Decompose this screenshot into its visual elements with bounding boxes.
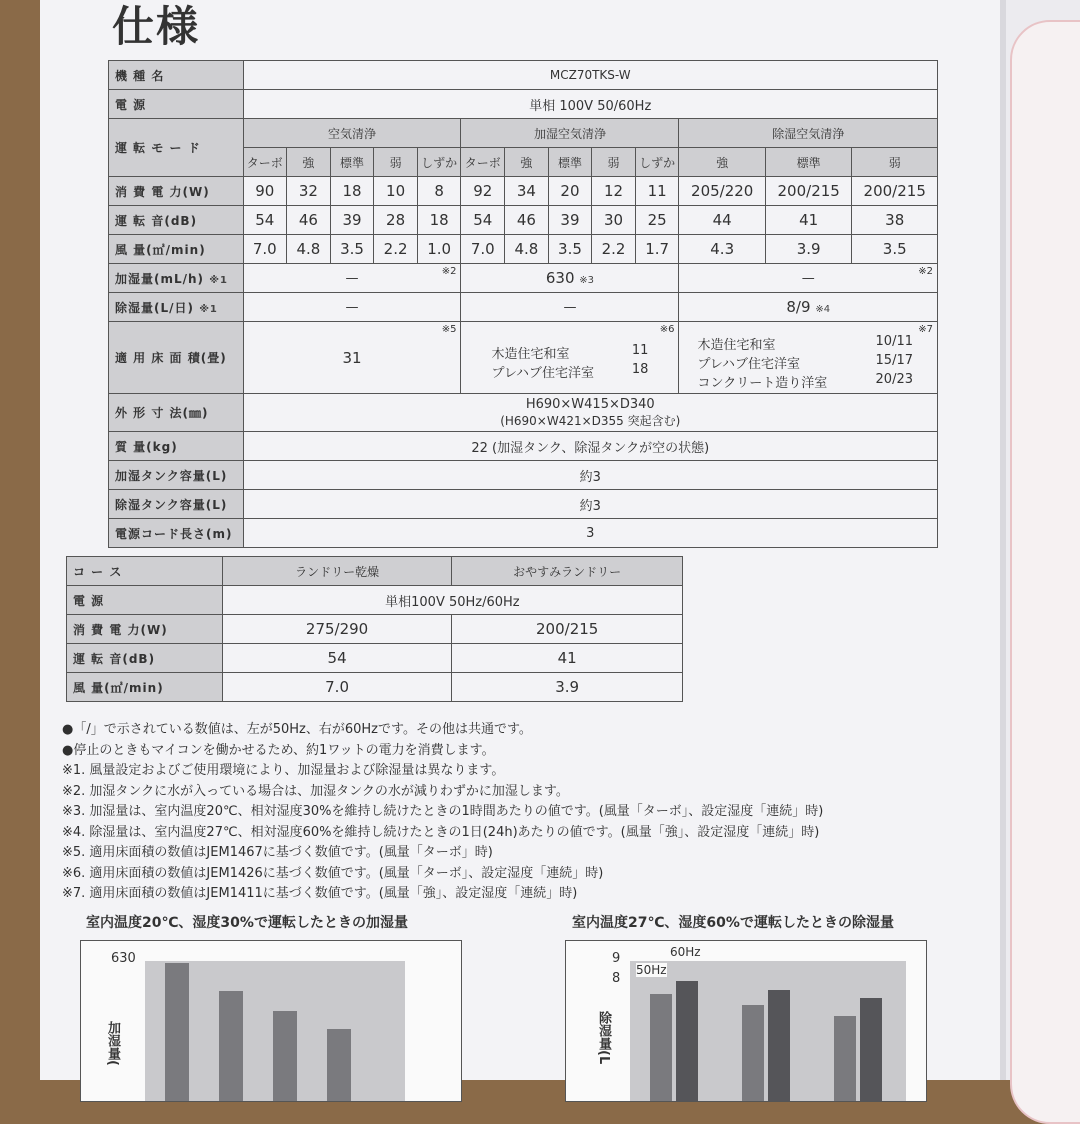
cord-label: 電源コード長さ(m) [109, 519, 244, 548]
htank-cell: 約3 [243, 461, 937, 490]
table-cell: 3.9 [452, 673, 683, 702]
dims-label: 外 形 寸 法(㎜) [109, 394, 244, 432]
humid-row [109, 264, 938, 293]
table-cell: 200/215 [765, 177, 851, 206]
dtank-row [109, 490, 938, 519]
dehumid-row [109, 293, 938, 322]
table-cell: 39 [548, 206, 592, 235]
sub-mode: 強 [679, 148, 765, 177]
sub-mode: 弱 [374, 148, 418, 177]
table-cell: 54 [243, 206, 287, 235]
humid-chart-plot [145, 961, 405, 1101]
table-cell: 1.0 [417, 235, 461, 264]
humid-cell: 630 ※3 [461, 264, 679, 293]
note-line: ※7. 適用床面積の数値はJEM1411に基づく数値です。(風量「強」、設定湿度「連続」時) [62, 886, 578, 901]
table-cell: 1.7 [635, 235, 679, 264]
table-cell: 7.0 [222, 673, 452, 702]
course-night-laundry: おやすみランドリー [452, 557, 683, 586]
legend-60hz: 60Hz [670, 945, 701, 959]
dehumid-bar [650, 994, 672, 1101]
dehumid-bar [742, 1005, 764, 1101]
dims-row [109, 394, 938, 432]
course-consumption-label: 消 費 電 力(W) [67, 615, 223, 644]
power-label: 電 源 [109, 90, 244, 119]
sub-mode: 弱 [592, 148, 636, 177]
area-cell: ※7 木造住宅和室 10/11 プレハブ住宅洋室 15/17 コンクリート造り洋室 20/23 [679, 322, 938, 394]
table-cell: 54 [461, 206, 505, 235]
dehumid-cell: — [243, 293, 461, 322]
noise-label: 運 転 音(dB) [109, 206, 244, 235]
htank-row [109, 461, 938, 490]
course-table [66, 556, 683, 702]
note-line: ●「/」で示されている数値は、左が50Hz、右が60Hzです。その他は共通です。 [62, 722, 532, 737]
dehumid-bar [768, 990, 790, 1101]
table-cell: 11 [635, 177, 679, 206]
table-cell: 92 [461, 177, 505, 206]
area-row [109, 322, 938, 394]
dehumid-bar [676, 981, 698, 1101]
dims-cell: H690×W415×D340 (H690×W421×D355 突起含む) [243, 394, 937, 432]
note-line: ※4. 除湿量は、室内温度27℃、相対湿度60%を維持し続けたときの1日(24h)あたりの値です。(風量「強」、設定湿度「連続」時) [62, 824, 820, 840]
model-label: 機 種 名 [109, 61, 244, 90]
consumption-label: 消 費 電 力(W) [109, 177, 244, 206]
page-spine [1000, 0, 1006, 1080]
humid-chart [80, 940, 462, 1102]
table-cell: 4.8 [505, 235, 549, 264]
table-cell: 54 [222, 644, 452, 673]
humid-cell: — ※2 [679, 264, 938, 293]
table-cell: 4.3 [679, 235, 765, 264]
humid-bar [273, 1011, 297, 1101]
area-label: 適 用 床 面 積(畳) [109, 322, 244, 394]
page-title: 仕様 [112, 2, 201, 51]
table-cell: 275/290 [222, 615, 452, 644]
mode-humid-clean: 加湿空気清浄 [461, 119, 679, 148]
table-cell: 25 [635, 206, 679, 235]
table-cell: 18 [417, 206, 461, 235]
note-line: ※5. 適用床面積の数値はJEM1467に基づく数値です。(風量「ターボ」時) [62, 845, 493, 860]
table-cell: 8 [417, 177, 461, 206]
dehumid-chart [565, 940, 927, 1102]
dehumid-bar [860, 998, 882, 1101]
sub-mode: 強 [287, 148, 331, 177]
mass-label: 質 量(kg) [109, 432, 244, 461]
table-cell: 3.5 [548, 235, 592, 264]
table-cell: 18 [330, 177, 374, 206]
note-line: ※3. 加湿量は、室内温度20℃、相対湿度30%を維持し続けたときの1時間あたりの値です。(風量「ターボ」、設定湿度「連続」時) [62, 804, 824, 819]
cord-row [109, 519, 938, 548]
table-cell: 3.5 [852, 235, 938, 264]
table-cell: 3.5 [330, 235, 374, 264]
table-cell: 30 [592, 206, 636, 235]
table-cell: 7.0 [243, 235, 287, 264]
table-cell: 28 [374, 206, 418, 235]
legend-50hz: 50Hz [636, 963, 667, 977]
table-cell: 200/215 [452, 615, 683, 644]
table-cell: 46 [505, 206, 549, 235]
note-line: ※6. 適用床面積の数値はJEM1426に基づく数値です。(風量「ターボ」、設定湿度「連続」時) [62, 865, 604, 881]
sub-mode: ターボ [461, 148, 505, 177]
table-cell: 34 [505, 177, 549, 206]
dehumid-cell: — [461, 293, 679, 322]
mode-air-clean: 空気清浄 [243, 119, 461, 148]
table-cell: 2.2 [592, 235, 636, 264]
course-laundry: ランドリー乾燥 [222, 557, 452, 586]
humid-cell: — ※2 [243, 264, 461, 293]
table-cell: 4.8 [287, 235, 331, 264]
humid-bar [219, 991, 243, 1101]
spec-table [108, 60, 938, 548]
table-cell: 3.9 [765, 235, 851, 264]
area-cell: ※6 木造住宅和室 11 プレハブ住宅洋室 18 [461, 322, 679, 394]
sub-mode: ターボ [243, 148, 287, 177]
airflow-label: 風 量(㎥/min) [109, 235, 244, 264]
humid-label: 加湿量(mL/h) ※1 [109, 264, 244, 293]
table-cell: 12 [592, 177, 636, 206]
sub-mode: 弱 [852, 148, 938, 177]
table-cell: 41 [452, 644, 683, 673]
course-power-value: 単相100V 50Hz/60Hz [222, 586, 682, 615]
humid-chart-ytick: 630 [111, 951, 136, 966]
dehumid-chart-ytick: 8 [612, 971, 621, 986]
sub-mode: 標準 [548, 148, 592, 177]
htank-label: 加湿タンク容量(L) [109, 461, 244, 490]
noise-row [109, 206, 938, 235]
course-noise-label: 運 転 音(dB) [67, 644, 223, 673]
airflow-row [109, 235, 938, 264]
table-cell: 90 [243, 177, 287, 206]
dehumid-cell: 8/9 ※4 [679, 293, 938, 322]
dehumid-label: 除湿量(L/日) ※1 [109, 293, 244, 322]
area-cell: 31 ※5 [243, 322, 461, 394]
dtank-cell: 約3 [243, 490, 937, 519]
mode-dehumid-clean: 除湿空気清浄 [679, 119, 938, 148]
sub-mode: 強 [505, 148, 549, 177]
power-value: 単相 100V 50/60Hz [243, 90, 937, 119]
humid-chart-ylabel: 加湿量( [105, 1021, 120, 1066]
cord-cell: 3 [243, 519, 937, 548]
dtank-label: 除湿タンク容量(L) [109, 490, 244, 519]
sub-mode: しずか [635, 148, 679, 177]
humid-bar [165, 963, 189, 1101]
consumption-row [109, 177, 938, 206]
table-cell: 44 [679, 206, 765, 235]
table-cell: 205/220 [679, 177, 765, 206]
dehumid-chart-ytick: 9 [612, 951, 621, 966]
sub-mode: 標準 [330, 148, 374, 177]
table-cell: 32 [287, 177, 331, 206]
humid-chart-title: 室内温度20℃、湿度30%で運転したときの加湿量 [86, 915, 408, 931]
note-line: ※2. 加湿タンクに水が入っている場合は、加湿タンクの水が減りわずかに加湿します。 [62, 783, 569, 799]
model-value: MCZ70TKS-W [243, 61, 937, 90]
footnotes [62, 720, 823, 905]
sub-mode: 標準 [765, 148, 851, 177]
note-line: ●停止のときもマイコンを働かせるため、約1ワットの電力を消費します。 [62, 742, 495, 758]
table-cell: 20 [548, 177, 592, 206]
mass-row [109, 432, 938, 461]
pink-side-panel [1010, 20, 1080, 1124]
course-label: コ ー ス [67, 557, 223, 586]
table-cell: 10 [374, 177, 418, 206]
dehumid-chart-plot [630, 961, 906, 1101]
course-power-label: 電 源 [67, 586, 223, 615]
table-cell: 7.0 [461, 235, 505, 264]
table-cell: 38 [852, 206, 938, 235]
table-cell: 200/215 [852, 177, 938, 206]
table-cell: 41 [765, 206, 851, 235]
table-cell: 39 [330, 206, 374, 235]
mass-cell: 22 (加湿タンク、除湿タンクが空の状態) [243, 432, 937, 461]
dehumid-bar [834, 1016, 856, 1101]
dehumid-chart-ylabel: 除湿量(L [596, 1011, 611, 1065]
sub-mode: しずか [417, 148, 461, 177]
humid-bar [327, 1029, 351, 1101]
table-cell: 46 [287, 206, 331, 235]
table-cell: 2.2 [374, 235, 418, 264]
note-line: ※1. 風量設定およびご使用環境により、加湿量および除湿量は異なります。 [62, 763, 505, 778]
course-airflow-label: 風 量(㎥/min) [67, 673, 223, 702]
dehumid-chart-title: 室内温度27℃、湿度60%で運転したときの除湿量 [572, 915, 894, 931]
mode-label: 運 転 モ ー ド [109, 119, 244, 177]
